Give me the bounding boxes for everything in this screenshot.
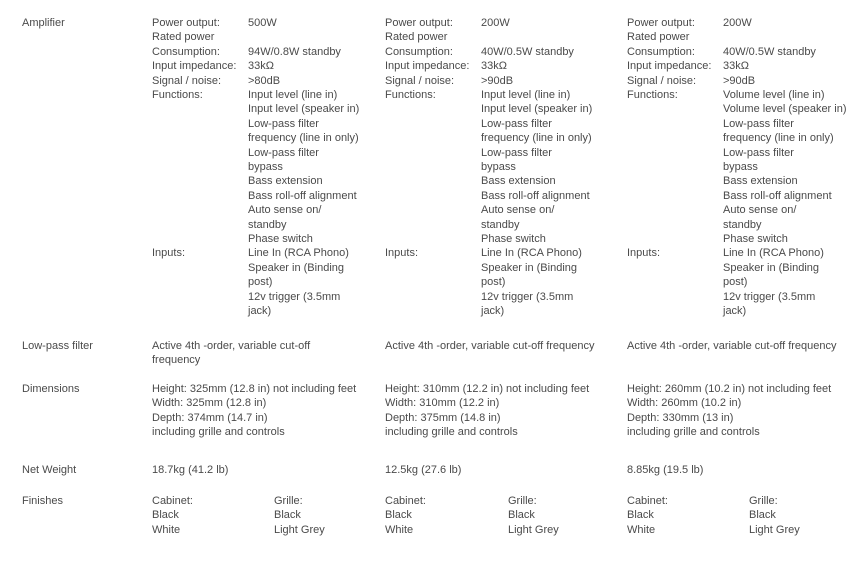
grille-finish: Black — [749, 509, 776, 522]
functions-label: Functions: — [627, 89, 678, 101]
function-item: Low-pass filter — [723, 146, 794, 159]
grille-finish: Light Grey — [508, 523, 559, 536]
cabinet-finish: White — [627, 523, 656, 536]
consumption-value: 94W/0.8W standby — [248, 45, 341, 58]
functions-label: Functions: — [385, 89, 436, 101]
function-item: Low-pass filter — [248, 117, 319, 130]
input-item: Speaker in (Binding — [248, 261, 345, 274]
function-item: Low-pass filter — [481, 117, 552, 130]
dimensions-line: Depth: 375mm (14.8 in) — [385, 411, 501, 424]
function-item: Input level (line in) — [248, 89, 338, 101]
power-output-value: 200W — [723, 17, 752, 29]
row-label-low-pass-filter: Low-pass filter — [22, 340, 93, 352]
power-output-value: 200W — [481, 17, 510, 29]
function-item: Bass roll-off alignment — [723, 189, 832, 202]
low-pass-filter-text: Active 4th -order, variable cut-off frequency — [385, 340, 595, 352]
signal-noise-label: Signal / noise: — [385, 74, 455, 87]
signal-noise-label: Signal / noise: — [152, 74, 222, 87]
cabinet-finish: Black — [152, 509, 179, 522]
consumption-label: Consumption: — [152, 45, 220, 58]
dimensions-line: Height: 325mm (12.8 in) not including feet — [152, 383, 357, 395]
consumption-value: 40W/0.5W standby — [723, 45, 816, 58]
grille-label: Grille: — [274, 495, 303, 507]
net-weight-value: 12.5kg (27.6 lb) — [385, 464, 462, 476]
function-item: Bass extension — [481, 175, 556, 188]
function-item: Bass extension — [248, 175, 323, 188]
power-output-label: Power output: — [385, 17, 453, 29]
function-item: frequency (line in only) — [481, 132, 592, 145]
cabinet-label: Cabinet: — [627, 495, 668, 507]
consumption-label: Consumption: — [627, 45, 695, 58]
low-pass-filter-text: frequency — [152, 354, 201, 367]
grille-label: Grille: — [508, 495, 537, 507]
function-item: Volume level (line in) — [723, 89, 825, 101]
inputs-label: Inputs: — [627, 247, 661, 260]
dimensions-line: including grille and controls — [385, 426, 518, 439]
dimensions-line: Height: 310mm (12.2 in) not including feet — [385, 383, 590, 395]
input-item: Line In (RCA Phono) — [248, 247, 349, 260]
grille-finish: Light Grey — [749, 523, 800, 536]
input-item: post) — [481, 276, 506, 289]
function-item: Input level (speaker in) — [248, 103, 360, 116]
dimensions-line: including grille and controls — [152, 426, 285, 439]
low-pass-filter-text: Active 4th -order, variable cut-off frequency — [627, 340, 837, 352]
input-item: jack) — [723, 305, 747, 317]
function-item: frequency (line in only) — [248, 132, 359, 145]
net-weight-value: 18.7kg (41.2 lb) — [152, 464, 229, 476]
input-item: Line In (RCA Phono) — [723, 247, 824, 260]
function-item: Volume level (speaker in) — [723, 103, 847, 116]
cabinet-finish: White — [385, 523, 414, 536]
row-label-finishes: Finishes — [22, 495, 63, 507]
dimensions-line: Width: 325mm (12.8 in) — [152, 397, 267, 410]
low-pass-filter-text: Active 4th -order, variable cut-off — [152, 340, 311, 352]
input-impedance-value: 33kΩ — [248, 60, 274, 73]
function-item: Input level (line in) — [481, 89, 571, 101]
signal-noise-value: >90dB — [481, 74, 514, 87]
function-item: Phase switch — [481, 233, 546, 245]
cabinet-finish: Black — [627, 509, 654, 522]
dimensions-line: Width: 260mm (10.2 in) — [627, 397, 742, 410]
row-label-amplifier: Amplifier — [22, 17, 65, 29]
function-item: standby — [248, 218, 287, 231]
rated-power-label: Rated power — [152, 31, 215, 44]
cabinet-label: Cabinet: — [152, 495, 193, 507]
function-item: frequency (line in only) — [723, 132, 834, 145]
rated-power-label: Rated power — [627, 31, 690, 44]
input-item: post) — [723, 276, 748, 289]
input-item: 12v trigger (3.5mm — [481, 290, 574, 303]
net-weight-value: 8.85kg (19.5 lb) — [627, 464, 704, 476]
input-impedance-value: 33kΩ — [481, 60, 507, 73]
signal-noise-value: >90dB — [723, 74, 756, 87]
input-impedance-label: Input impedance: — [385, 60, 470, 73]
signal-noise-label: Signal / noise: — [627, 74, 697, 87]
dimensions-line: Width: 310mm (12.2 in) — [385, 397, 500, 410]
dimensions-line: Depth: 330mm (13 in) — [627, 411, 734, 424]
function-item: Phase switch — [723, 233, 788, 245]
function-item: Low-pass filter — [481, 146, 552, 159]
power-output-label: Power output: — [627, 17, 695, 29]
functions-label: Functions: — [152, 89, 203, 101]
input-item: Line In (RCA Phono) — [481, 247, 582, 260]
function-item: Auto sense on/ — [723, 204, 797, 217]
function-item: standby — [481, 218, 520, 231]
power-output-label: Power output: — [152, 17, 220, 29]
input-impedance-label: Input impedance: — [152, 60, 237, 73]
inputs-label: Inputs: — [152, 247, 186, 260]
input-item: jack) — [481, 305, 505, 317]
function-item: Input level (speaker in) — [481, 103, 593, 116]
function-item: bypass — [248, 161, 283, 173]
input-item: 12v trigger (3.5mm — [248, 290, 341, 303]
input-item: Speaker in (Binding — [723, 261, 820, 274]
power-output-value: 500W — [248, 17, 277, 29]
function-item: Bass roll-off alignment — [481, 189, 590, 202]
cabinet-label: Cabinet: — [385, 495, 426, 507]
grille-label: Grille: — [749, 495, 778, 507]
input-item: 12v trigger (3.5mm — [723, 290, 816, 303]
function-item: Low-pass filter — [723, 117, 794, 130]
grille-finish: Black — [274, 509, 301, 522]
input-item: jack) — [248, 305, 272, 317]
input-item: post) — [248, 276, 273, 289]
consumption-label: Consumption: — [385, 45, 453, 58]
inputs-label: Inputs: — [385, 247, 419, 260]
row-label-dimensions: Dimensions — [22, 383, 80, 395]
function-item: Low-pass filter — [248, 146, 319, 159]
row-label-net-weight: Net Weight — [22, 464, 77, 476]
dimensions-line: including grille and controls — [627, 426, 760, 439]
rated-power-label: Rated power — [385, 31, 448, 44]
dimensions-line: Depth: 374mm (14.7 in) — [152, 411, 268, 424]
signal-noise-value: >80dB — [248, 74, 281, 87]
function-item: bypass — [481, 161, 516, 173]
grille-finish: Light Grey — [274, 523, 325, 536]
function-item: Auto sense on/ — [248, 204, 322, 217]
dimensions-line: Height: 260mm (10.2 in) not including feet — [627, 383, 832, 395]
input-item: Speaker in (Binding — [481, 261, 578, 274]
cabinet-finish: White — [152, 523, 181, 536]
function-item: Bass roll-off alignment — [248, 189, 357, 202]
consumption-value: 40W/0.5W standby — [481, 45, 574, 58]
input-impedance-label: Input impedance: — [627, 60, 712, 73]
function-item: Auto sense on/ — [481, 204, 555, 217]
cabinet-finish: Black — [385, 509, 412, 522]
input-impedance-value: 33kΩ — [723, 60, 749, 73]
function-item: standby — [723, 218, 762, 231]
grille-finish: Black — [508, 509, 535, 522]
function-item: Bass extension — [723, 175, 798, 188]
function-item: bypass — [723, 161, 758, 173]
function-item: Phase switch — [248, 233, 313, 245]
